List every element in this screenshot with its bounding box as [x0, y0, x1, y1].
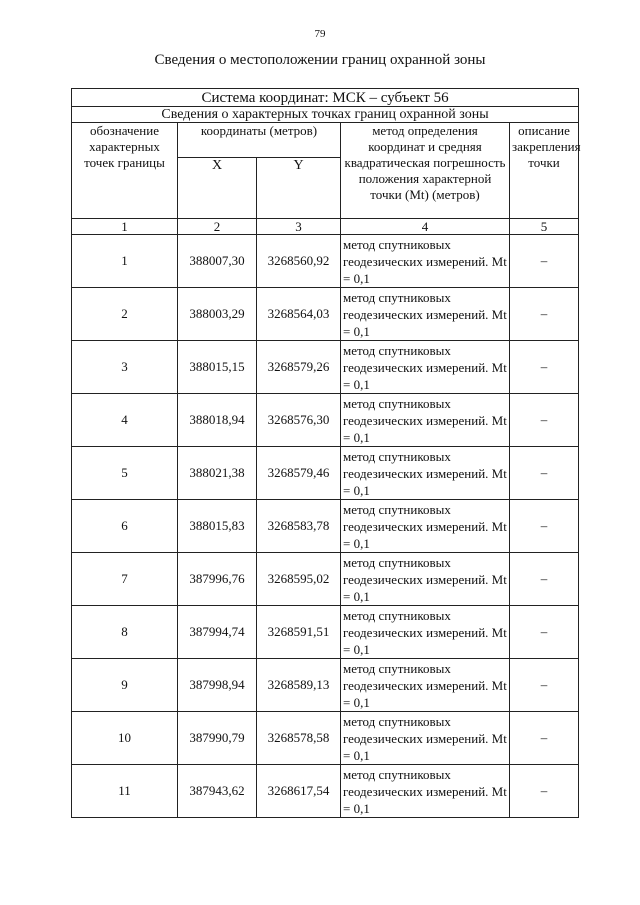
- method-cell: метод спутниковых геодезических измерений. Mt = 0,1: [341, 659, 510, 712]
- y-cell: 3268560,92: [257, 235, 341, 288]
- column-number: 3: [257, 219, 341, 235]
- table-row: [72, 341, 579, 394]
- header-method: метод определения координат и средняя квадратическая погрешность положения характерной точки (Mt) (метров): [341, 123, 510, 219]
- description-cell: –: [510, 394, 579, 447]
- table-row: [72, 394, 579, 447]
- page-number: 79: [314, 28, 326, 40]
- y-cell: 3268578,58: [257, 712, 341, 765]
- description-cell: –: [510, 553, 579, 606]
- header-designation: обозначение характерных точек границы: [72, 123, 178, 219]
- point-cell: 2: [72, 288, 178, 341]
- x-cell: 388015,15: [178, 341, 257, 394]
- table-row: [72, 606, 579, 659]
- y-cell: 3268579,26: [257, 341, 341, 394]
- column-number: 4: [341, 219, 510, 235]
- x-cell: 388015,83: [178, 500, 257, 553]
- document-title: Сведения о местоположении границ охранной зоны: [154, 52, 486, 68]
- header-coordinates: координаты (метров): [178, 123, 341, 158]
- method-cell: метод спутниковых геодезических измерений. Mt = 0,1: [341, 288, 510, 341]
- y-cell: 3268583,78: [257, 500, 341, 553]
- header-x: X: [178, 158, 257, 219]
- column-number: 5: [510, 219, 579, 235]
- description-cell: –: [510, 447, 579, 500]
- point-cell: 4: [72, 394, 178, 447]
- point-cell: 10: [72, 712, 178, 765]
- x-cell: 387990,79: [178, 712, 257, 765]
- y-cell: 3268589,13: [257, 659, 341, 712]
- description-cell: –: [510, 500, 579, 553]
- column-number: 2: [178, 219, 257, 235]
- header-y: Y: [257, 158, 341, 219]
- coordinates-table: [71, 88, 579, 818]
- method-cell: метод спутниковых геодезических измерений. Mt = 0,1: [341, 765, 510, 818]
- column-number: 1: [72, 219, 178, 235]
- x-cell: 387996,76: [178, 553, 257, 606]
- table-row: [72, 235, 579, 288]
- y-cell: 3268595,02: [257, 553, 341, 606]
- method-cell: метод спутниковых геодезических измерений. Mt = 0,1: [341, 500, 510, 553]
- method-cell: метод спутниковых геодезических измерений. Mt = 0,1: [341, 447, 510, 500]
- table-row: [72, 765, 579, 818]
- x-cell: 388018,94: [178, 394, 257, 447]
- point-cell: 11: [72, 765, 178, 818]
- table-row: [72, 659, 579, 712]
- method-cell: метод спутниковых геодезических измерений. Mt = 0,1: [341, 553, 510, 606]
- point-cell: 5: [72, 447, 178, 500]
- table-row: [72, 447, 579, 500]
- point-cell: 9: [72, 659, 178, 712]
- y-cell: 3268564,03: [257, 288, 341, 341]
- description-cell: –: [510, 712, 579, 765]
- section-title-cell: Сведения о характерных точках границ охранной зоны: [72, 107, 579, 123]
- method-cell: метод спутниковых геодезических измерений. Mt = 0,1: [341, 606, 510, 659]
- table-row: [72, 288, 579, 341]
- coordinate-system-cell: Система координат: МСК – субъект 56: [72, 89, 579, 107]
- table-row: [72, 500, 579, 553]
- description-cell: –: [510, 235, 579, 288]
- column-number-row: [72, 219, 579, 235]
- y-cell: 3268579,46: [257, 447, 341, 500]
- x-cell: 388007,30: [178, 235, 257, 288]
- point-cell: 7: [72, 553, 178, 606]
- method-cell: метод спутниковых геодезических измерений. Mt = 0,1: [341, 712, 510, 765]
- table-row: [72, 712, 579, 765]
- point-cell: 8: [72, 606, 178, 659]
- description-cell: –: [510, 341, 579, 394]
- y-cell: 3268617,54: [257, 765, 341, 818]
- header-description: описание закрепления точки: [510, 123, 579, 219]
- point-cell: 3: [72, 341, 178, 394]
- x-cell: 387943,62: [178, 765, 257, 818]
- description-cell: –: [510, 606, 579, 659]
- description-cell: –: [510, 288, 579, 341]
- method-cell: метод спутниковых геодезических измерений. Mt = 0,1: [341, 394, 510, 447]
- y-cell: 3268576,30: [257, 394, 341, 447]
- description-cell: –: [510, 659, 579, 712]
- x-cell: 387998,94: [178, 659, 257, 712]
- table-body: [72, 235, 579, 818]
- x-cell: 387994,74: [178, 606, 257, 659]
- method-cell: метод спутниковых геодезических измерений. Mt = 0,1: [341, 235, 510, 288]
- point-cell: 1: [72, 235, 178, 288]
- y-cell: 3268591,51: [257, 606, 341, 659]
- method-cell: метод спутниковых геодезических измерений. Mt = 0,1: [341, 341, 510, 394]
- section-title-row: [72, 107, 579, 123]
- header-row: [72, 123, 579, 158]
- coordinate-system-row: [72, 89, 579, 107]
- x-cell: 388003,29: [178, 288, 257, 341]
- x-cell: 388021,38: [178, 447, 257, 500]
- description-cell: –: [510, 765, 579, 818]
- point-cell: 6: [72, 500, 178, 553]
- table-row: [72, 553, 579, 606]
